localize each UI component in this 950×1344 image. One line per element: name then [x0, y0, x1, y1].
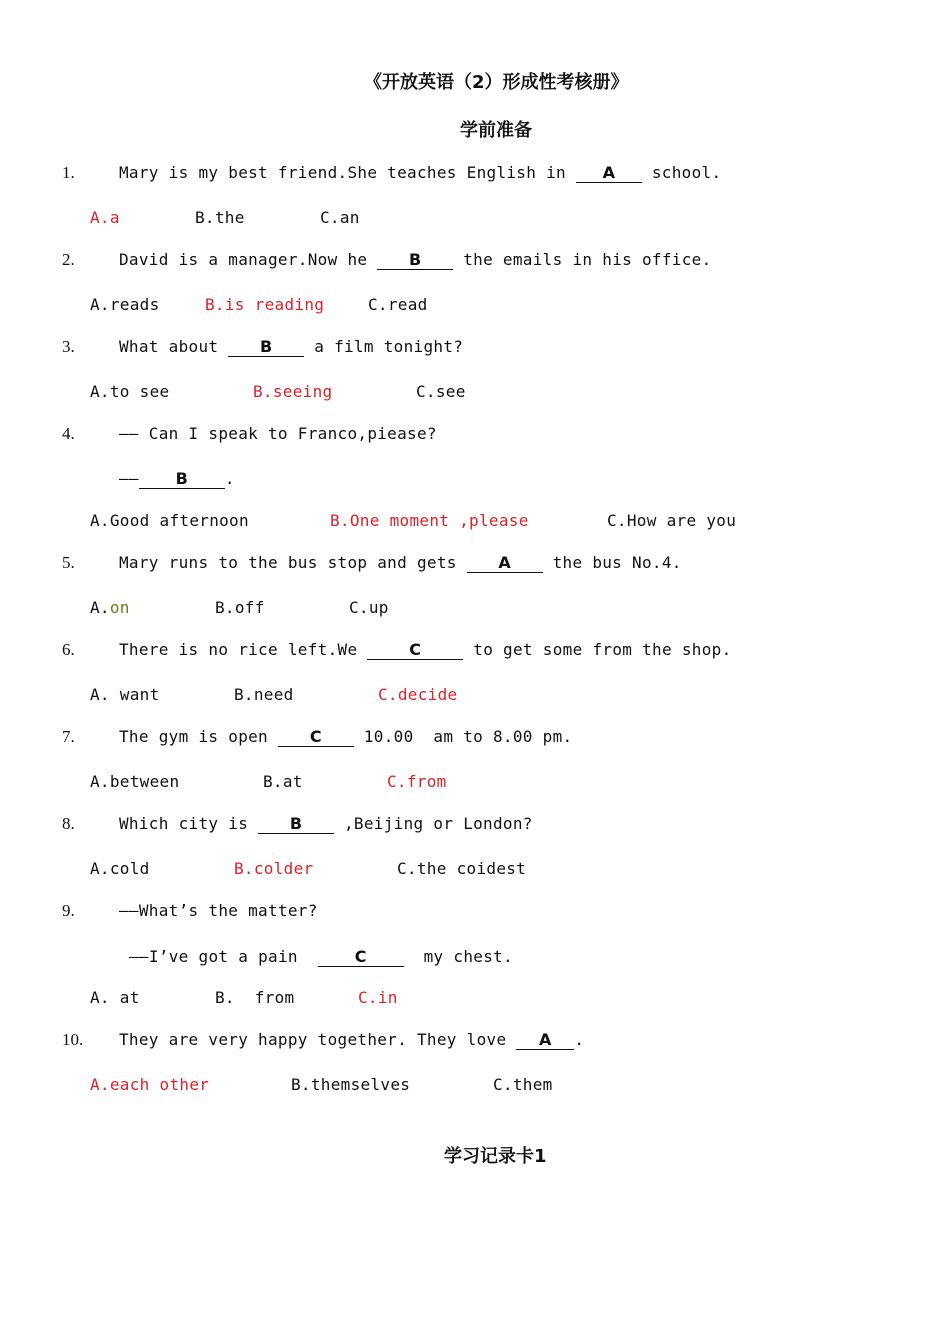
option-c: C.an: [320, 208, 360, 227]
question-4-reply: —— B .: [119, 469, 235, 488]
option-b: B.is reading: [205, 295, 325, 314]
document-title: 《开放英语（2）形成性考核册》: [364, 72, 629, 93]
option-a: A.Good afternoon: [90, 511, 249, 530]
question-10-text: They are very happy together. They love A .: [119, 1030, 585, 1049]
question-number: 8.: [62, 814, 75, 833]
question-8-text: Which city is B ,Beijing or London?: [119, 814, 533, 833]
question-6-text: There is no rice left.We C to get some from the shop.: [119, 640, 732, 659]
question-7-text: The gym is open C 10.00 am to 8.00 pm.: [119, 727, 573, 746]
option-a: A.reads: [90, 295, 160, 314]
option-b: B.the: [195, 208, 245, 227]
answer-blank: A: [467, 554, 543, 573]
option-a: A.cold: [90, 859, 150, 878]
question-number: 10.: [62, 1030, 84, 1049]
question-number: 2.: [62, 250, 75, 269]
answer-blank: B: [377, 251, 453, 270]
section-heading: 学前准备: [460, 120, 532, 141]
option-a: A.to see: [90, 382, 170, 401]
question-number: 4.: [62, 424, 75, 443]
question-9-text: ——What’s the matter?: [119, 901, 318, 920]
option-b: B.off: [215, 598, 265, 617]
question-number: 5.: [62, 553, 75, 572]
answer-blank: B: [258, 815, 334, 834]
answer-blank: B: [228, 338, 304, 357]
question-number: 3.: [62, 337, 75, 356]
answer-blank: A: [576, 164, 642, 183]
option-c: C.up: [349, 598, 389, 617]
answer-blank: B: [139, 470, 225, 489]
option-b: B.seeing: [253, 382, 333, 401]
option-a: A.a: [90, 208, 120, 227]
option-c: C.read: [368, 295, 428, 314]
question-2-text: David is a manager.Now he B the emails in his office.: [119, 250, 712, 269]
answer-blank: A: [516, 1031, 574, 1050]
question-number: 1.: [62, 163, 75, 182]
question-number: 9.: [62, 901, 75, 920]
option-b: B.need: [234, 685, 294, 704]
section-heading-2: 学习记录卡1: [444, 1146, 547, 1167]
option-b: B.colder: [234, 859, 314, 878]
option-c: C.in: [358, 988, 398, 1007]
answer-blank: C: [318, 948, 404, 967]
option-b: B.themselves: [291, 1075, 411, 1094]
option-b: B. from: [215, 988, 295, 1007]
question-9-reply: ——I’ve got a pain C my chest.: [129, 947, 513, 966]
question-4-text: —— Can I speak to Franco,piease?: [119, 424, 437, 443]
option-c: C.from: [387, 772, 447, 791]
question-number: 6.: [62, 640, 75, 659]
option-c: C.them: [493, 1075, 553, 1094]
question-number: 7.: [62, 727, 75, 746]
option-a: A.on: [90, 598, 130, 617]
question-5-text: Mary runs to the bus stop and gets A the bus No.4.: [119, 553, 682, 572]
option-a: A. at: [90, 988, 140, 1007]
answer-blank: C: [278, 728, 354, 747]
question-1-text: Mary is my best friend.She teaches English in A school.: [119, 163, 722, 182]
option-c: C.see: [416, 382, 466, 401]
option-a: A.between: [90, 772, 180, 791]
option-b: B.at: [263, 772, 303, 791]
option-c: C.the coidest: [397, 859, 527, 878]
option-b: B.One moment ,please: [330, 511, 529, 530]
answer-blank: C: [367, 641, 463, 660]
option-a: A.each other: [90, 1075, 210, 1094]
option-c: C.decide: [378, 685, 458, 704]
option-a: A. want: [90, 685, 160, 704]
question-3-text: What about B a film tonight?: [119, 337, 464, 356]
option-c: C.How are you: [607, 511, 737, 530]
